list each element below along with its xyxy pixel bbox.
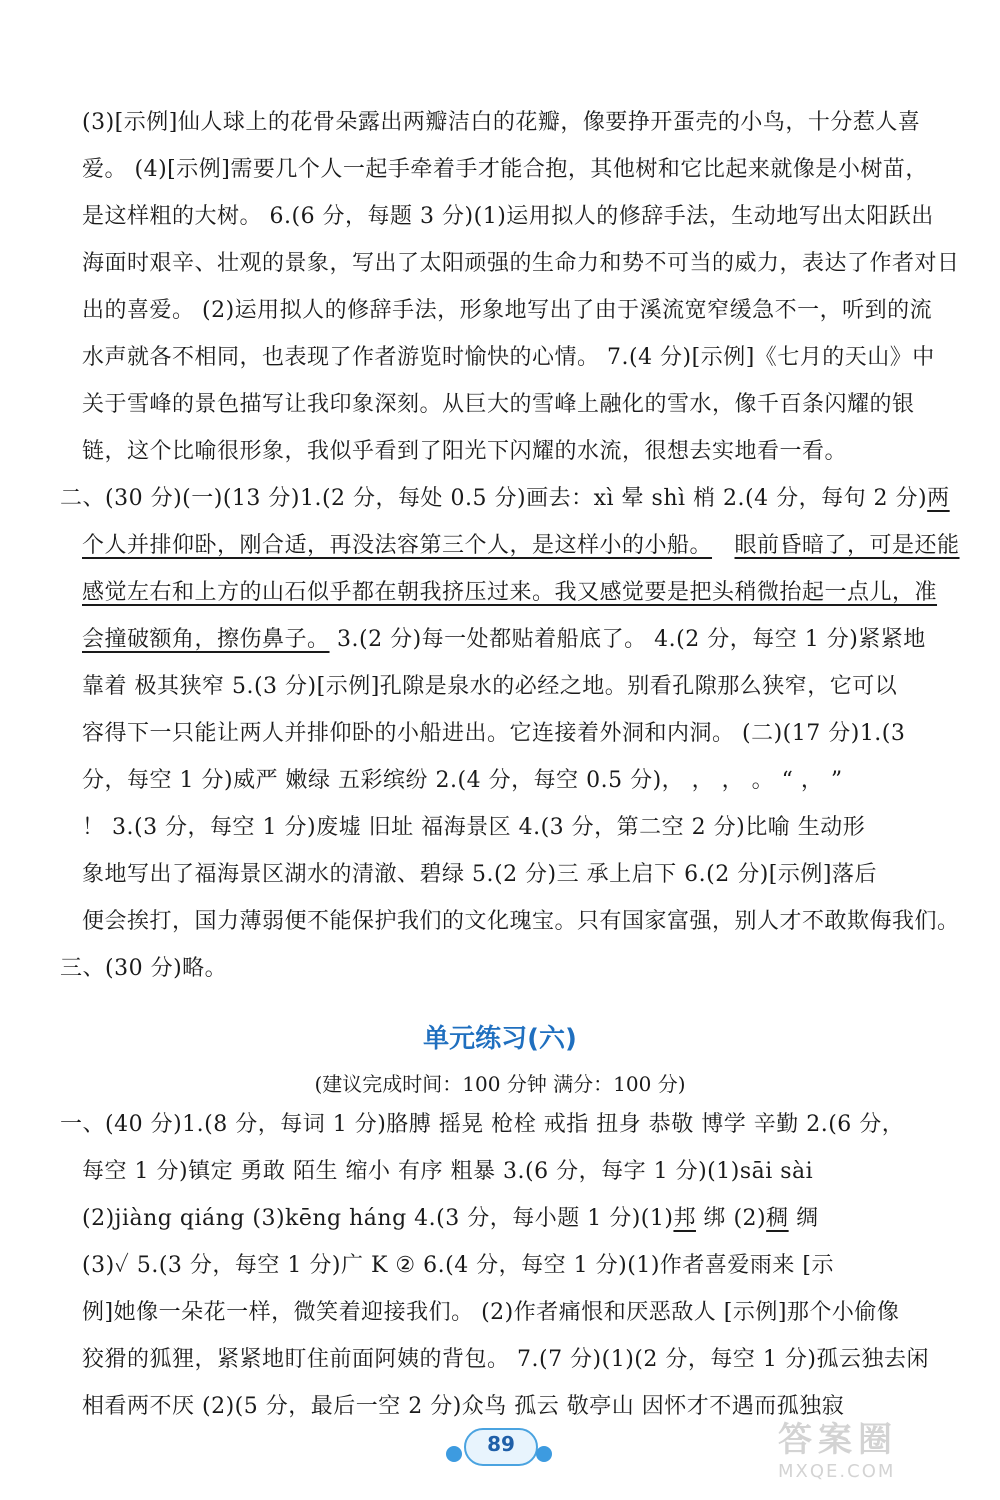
text-line: 靠着 极其狭窄 5.(3 分)[示例]孔隙是泉水的必经之地。别看孔隙那么狭窄，它可以 [82,674,898,699]
text-line: 例]她像一朵花一样，微笑着迎接我们。 (2)作者痛恨和厌恶敌人 [示例]那个小偷像 [82,1300,900,1325]
text-line: 便会挨打，国力薄弱便不能保护我们的文化瑰宝。只有国家富强，别人才不敢欺侮我们。 [82,909,960,934]
text-line-underlines [82,1204,922,1234]
text-line: 狡猾的狐狸，紧紧地盯住前面阿姨的背包。 7.(7 分)(1)(2 分，每空 1 分)孤云独去闲 [82,1347,929,1372]
decorative-dot-icon [536,1446,552,1462]
text-span: 二、(30 分)(一)(13 分)1.(2 分，每处 0.5 分)画去：xì 晕 shì 梢 2.(4 分，每句 2 分) [60,486,928,511]
section-two-line [82,531,960,561]
section-two-line [82,625,926,655]
text-line: ！ 3.(3 分，每空 1 分)废墟 旧址 福海景区 4.(3 分，第二空 2 分)比喻 生动形 [82,815,866,840]
text-line: 关于雪峰的景色描写让我印象深刻。从巨大的雪峰上融化的雪水，像千百条闪耀的银 [82,392,915,417]
watermark-logo: 答案圈 [778,1420,898,1460]
text-line: (3)[示例]仙人球上的花骨朵露出两瓣洁白的花瓣，像要挣开蛋壳的小鸟，十分惹人喜 [82,110,921,135]
page-number: 89 [487,1432,515,1456]
text-line: (3)✓ 5.(3 分，每空 1 分)广 K ② 6.(4 分，每空 1 分)(1)作者喜爱雨来 [示 [82,1253,834,1278]
text-line: 相看两不厌 (2)(5 分，最后一空 2 分)众鸟 孤云 敬亭山 因怀才不遇而孤独寂 [82,1394,845,1419]
text-line: 出的喜爱。 (2)运用拟人的修辞手法，形象地写出了由于溪流宽窄缓急不一，听到的流 [82,298,933,323]
text-line: 水声就各不相同，也表现了作者游览时愉快的心情。 7.(4 分)[示例]《七月的天山》中 [82,345,935,370]
watermark-url: MXQE.COM [778,1461,896,1482]
underlined-text: 稠 [766,1206,789,1231]
section-two-line [60,484,950,514]
text-span: 3.(2 分)每一处都贴着船底了。 4.(2 分，每空 1 分)紧紧地 [329,627,926,652]
text-line: 分，每空 1 分)威严 嫩绿 五彩缤纷 2.(4 分，每空 0.5 分)， ， ， 。 “ ， ” [82,768,843,793]
underlined-text: 两 [927,486,950,511]
text-span: 绑 (2) [695,1206,767,1231]
unit-title: 单元练习(六) [423,1024,577,1054]
page-number-badge [440,1424,560,1468]
text-line: 一、(40 分)1.(8 分，每词 1 分)胳膊 摇晃 枪栓 戒指 扭身 恭敬 博学 辛勤 2.(6 分， [60,1112,905,1137]
text-line: 爱。 (4)[示例]需要几个人一起手牵着手才能合抱，其他树和它比起来就像是小树苗， [82,157,928,182]
unit-subtitle: (建议完成时间：100 分钟 满分：100 分) [314,1072,686,1096]
underlined-text: 感觉左右和上方的山石似乎都在朝我挤压过来。我又感觉要是把头稍微抬起一点儿，准 [82,580,938,605]
text-line: 每空 1 分)镇定 勇敢 陌生 缩小 有序 粗暴 3.(6 分，每字 1 分)(1)sāi sài [82,1159,814,1184]
text-line: 链，这个比喻很形象，我似乎看到了阳光下闪耀的水流，很想去实地看一看。 [82,439,848,464]
text-line: 是这样粗的大树。 6.(6 分，每题 3 分)(1)运用拟人的修辞手法，生动地写出太阳跃出 [82,204,934,229]
underlined-text: 眼前昏暗了，可是还能 [734,533,960,558]
underlined-text: 邦 [673,1206,696,1231]
site-watermark [778,1412,978,1492]
text-span: (2)jiàng qiáng (3)kēng háng 4.(3 分，每小题 1 分)(1) [82,1206,674,1231]
text-line: 海面时艰辛、壮观的景象，写出了太阳顽强的生命力和势不可当的威力，表达了作者对日 [82,251,960,276]
underlined-text: 个人并排仰卧，刚合适，再没法容第三个人，是这样小的小船。 [82,533,713,558]
underlined-text: 会撞破额角，擦伤鼻子。 [82,627,330,652]
section-two-line [82,578,938,608]
text-line: 容得下一只能让两人并排仰卧的小船进出。它连接着外洞和内洞。 (二)(17 分)1.(3 [82,721,906,746]
text-line: 三、(30 分)略。 [60,956,228,981]
text-line: 象地写出了福海景区湖水的清澈、碧绿 5.(2 分)三 承上启下 6.(2 分)[示例]落后 [82,862,877,887]
decorative-dot-icon [446,1446,462,1462]
text-span: 绸 [788,1206,819,1231]
